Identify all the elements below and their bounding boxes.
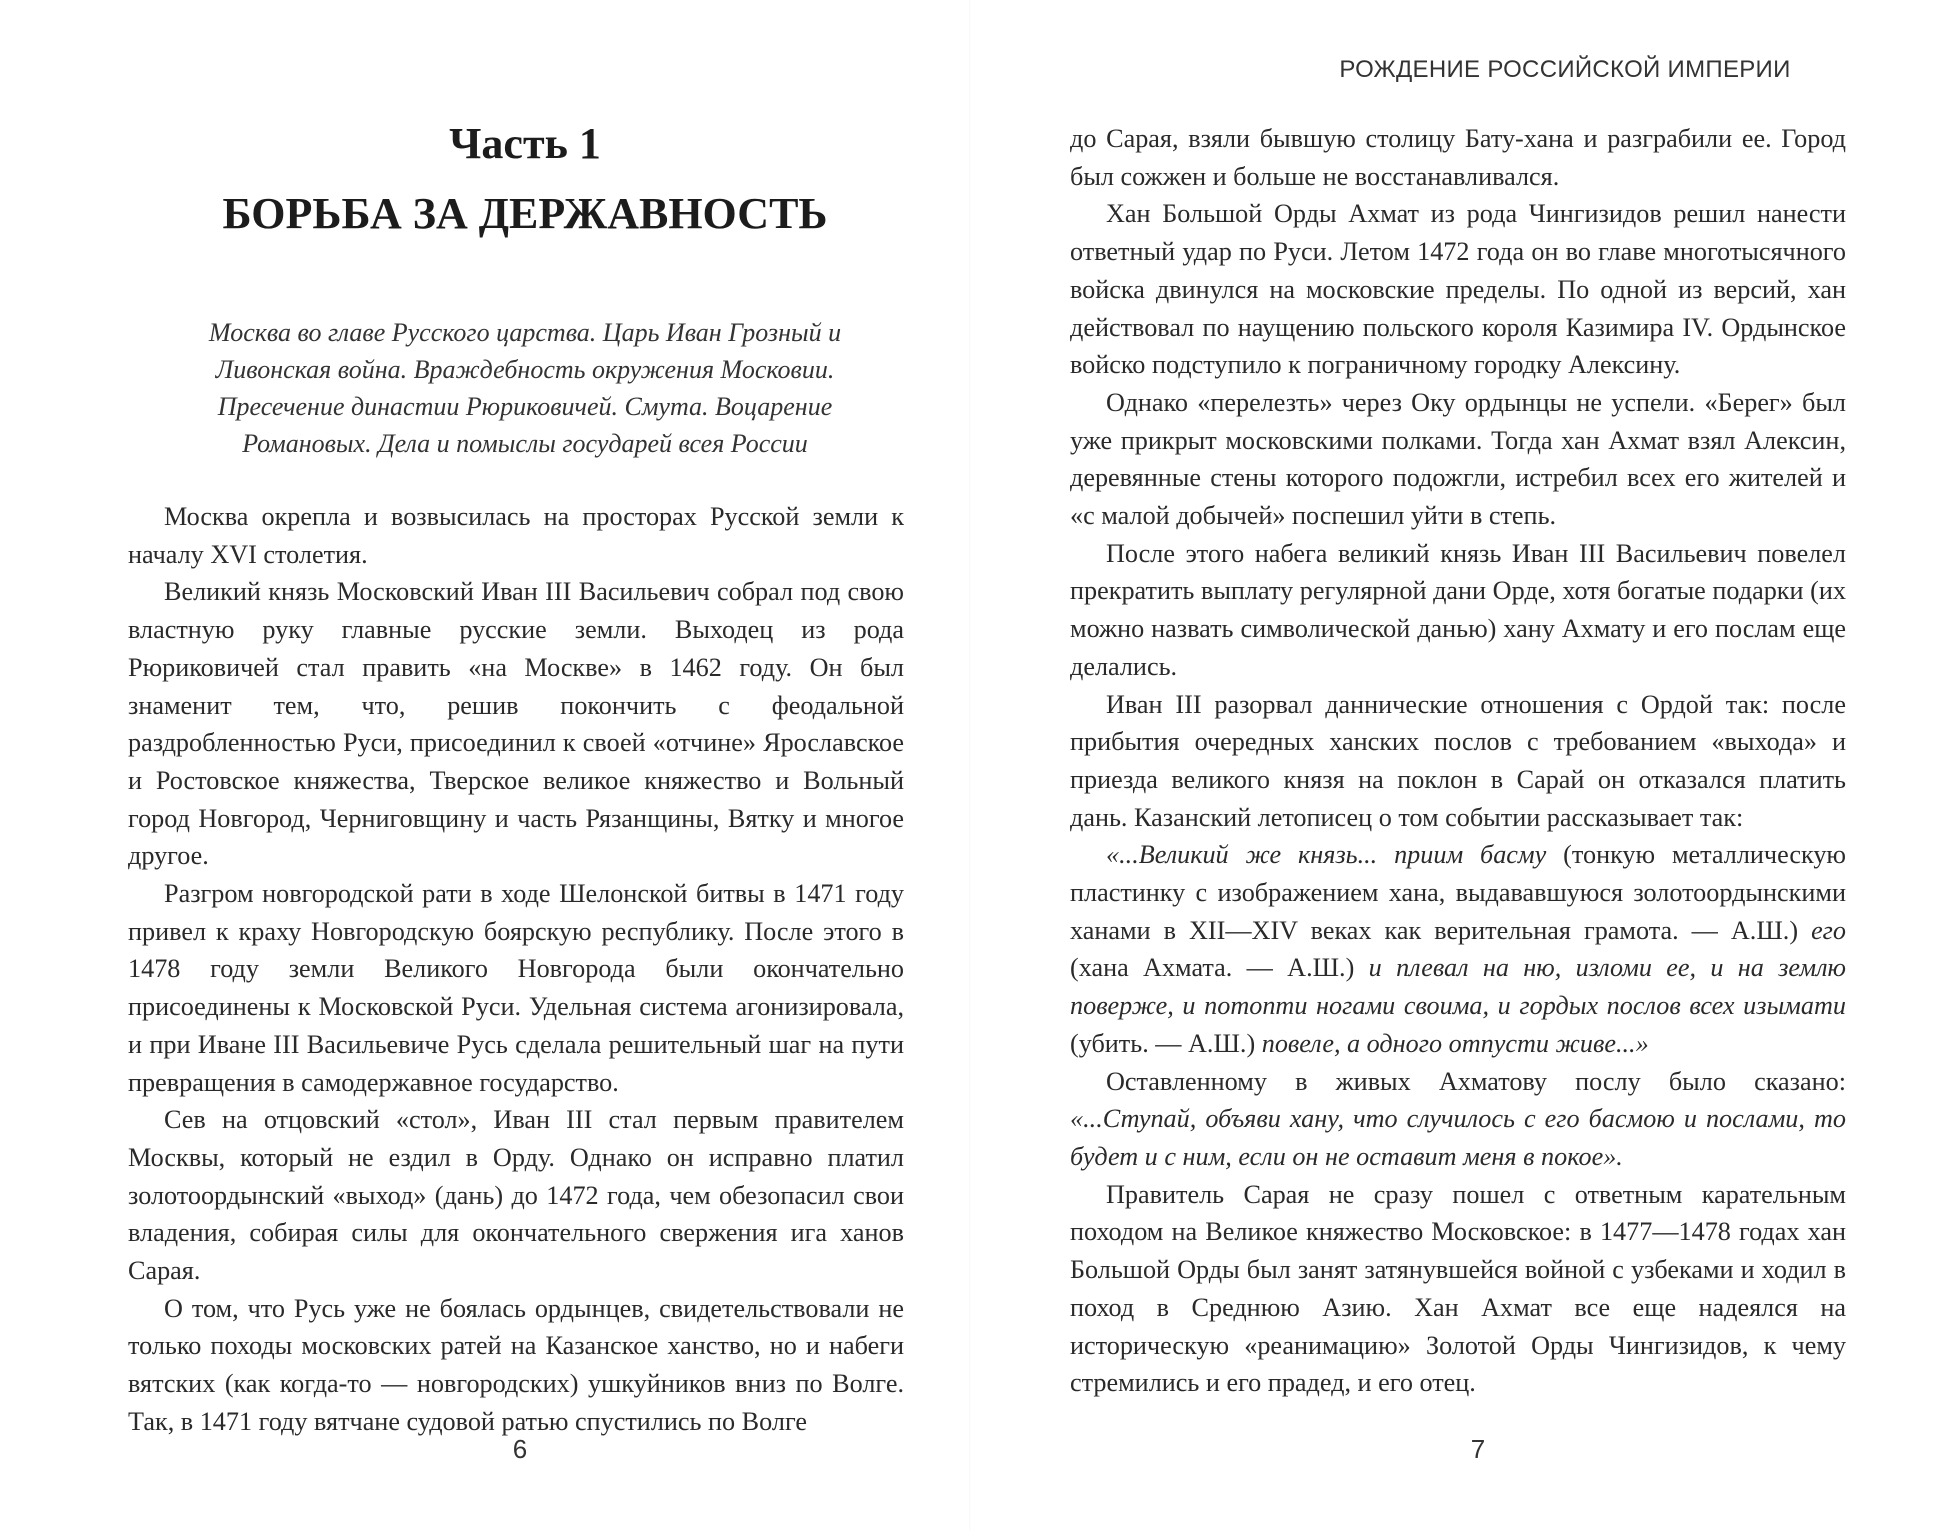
paragraph: Великий князь Московский Иван III Васильевич собрал под свою властную руку главные русские земли. Выходец из рода Рюриковичей стал править «на Москве» в 1462 году. Он был знаменит тем, что, решив покончить с феодальной раздробленностью Руси, присоединил к своей «отчине» Ярославское и Ростовское княжества, Тверское великое княжество и Вольный город Новгород, Черниговщину и часть Рязанщины, Вятку и многое другое. — [128, 577, 904, 871]
paragraph: Разгром новгородской рати в ходе Шелонской битвы в 1471 году привел к краху Новгородскую боярскую республику. После этого в 1478 году земли Великого Новгорода были окончательно присоединены к Московской Руси. Удельная система агонизировала, и при Иване III Васильевиче Русь сделала решительный шаг на пути превращения в самодержавное государство. — [128, 879, 904, 1097]
quote-text: и плевал на ню, изломи ее, и на землю поверже, и потопти ногами своима, и гордых послов всех изымати — [1070, 953, 1846, 1021]
quote-text: «...Ступай, объяви хану, что случилось с его басмою и послами, то будет и с ним, если он не оставит меня в покое». — [1070, 1104, 1846, 1171]
chapter-epigraph: Москва во главе Русского царства. Царь Иван Грозный и Ливонская война. Враждебность окружения Московии. Пресечение династии Рюриковичей. Смута. Воцарение Романовых. Дела и помыслы государей всея России — [208, 318, 842, 458]
quote-text: его — [1811, 915, 1846, 945]
paragraph: Сев на отцовский «стол», Иван III стал первым правителем Москвы, который не ездил в Орду. Однако он исправно платил золотоордынский «выход» (дань) до 1472 года, чем обезопасил свои владения, собирая силы для окончательного свержения ига ханов Сарая. — [128, 1105, 904, 1286]
part-title: Часть 1 — [449, 119, 601, 168]
paragraph: Правитель Сарая не сразу пошел с ответным карательным походом на Великое княжество Московское: в 1477—1478 годах хан Большой Орды был занят затянувшейся войной с узбеками и ходил в поход в Среднюю Азию. Хан Ахмат все еще надеялся на историческую «реанимацию» Золотой Орды Чингизидов, к чему стремились и его прадед, и его отец. — [1070, 1179, 1846, 1398]
section-title: БОРЬБА ЗА ДЕРЖАВНОСТЬ — [222, 189, 828, 238]
quote-text: повеле, а одного отпусти живе...» — [1261, 1028, 1649, 1058]
left-body-text — [128, 498, 904, 1441]
page-number: 7 — [1470, 1434, 1486, 1464]
paragraph: Москва окрепла и возвысилась на просторах Русской земли к началу XVI столетия. — [128, 502, 904, 569]
quote-note: (убить. — А.Ш.) — [1070, 1028, 1262, 1058]
running-header: РОЖДЕНИЕ РОССИЙСКОЙ ИМПЕРИИ — [1339, 56, 1791, 83]
chronicle-quote — [1070, 836, 1846, 1062]
paragraph: После этого набега великий князь Иван III Васильевич повелел прекратить выплату регулярной дани Орде, хотя богатые подарки (их можно назвать символической данью) хану Ахмату и его послам еще делались. — [1070, 538, 1846, 681]
envoy-paragraph — [1070, 1063, 1846, 1176]
right-body-text — [1070, 120, 1846, 1402]
right-page — [970, 0, 1940, 1530]
quote-note: (хана Ахмата. — А.Ш.) — [1070, 953, 1369, 983]
paragraph: Хан Большой Орды Ахмат из рода Чингизидов решил нанести ответный удар по Руси. Летом 1472 года он во главе многотысячного войска двинулся на московские пределы. По одной из версий, хан действовал по наущению польского короля Казимира IV. Ордынское войско подступило к пограничному городку Алексину. — [1070, 199, 1846, 380]
paragraph: О том, что Русь уже не боялась ордынцев, свидетельствовали не только походы московских ратей на Казанское ханство, но и набеги вятских (как когда-то — новгородских) ушкуйников вниз по Волге. Так, в 1471 году вятчане судовой ратью спустились по Волге — [128, 1293, 904, 1436]
page-number: 6 — [512, 1434, 528, 1464]
quote-text: «...Великий же князь... приим басму — [1106, 840, 1547, 870]
paragraph-text: Оставленному в живых Ахматову послу было сказано: — [1106, 1066, 1846, 1096]
paragraph: Однако «перелезть» через Оку ордынцы не успели. «Берег» был уже прикрыт московскими полками. Тогда хан Ахмат взял Алексин, деревянные стены которого подожгли, истребил всех его жителей и «с малой добычей» поспешил уйти в степь. — [1070, 387, 1846, 531]
paragraph: Иван III разорвал даннические отношения с Ордой так: после прибытия очередных ханских послов с требованием «выхода» и приезда великого князя на поклон в Сарай он отказался платить дань. Казанский летописец о том событии рассказывает так: — [1070, 689, 1846, 832]
paragraph-continuation: до Сарая, взяли бывшую столицу Бату-хана и разграбили ее. Город был сожжен и больше не восстанавливался. — [1070, 124, 1846, 191]
quote-note: (тонкую металлическую пластинку с изображением хана, выдававшуюся золотоордынскими ханами в XII—XIV веках как верительная грамота. — А.Ш.) — [1070, 840, 1847, 945]
